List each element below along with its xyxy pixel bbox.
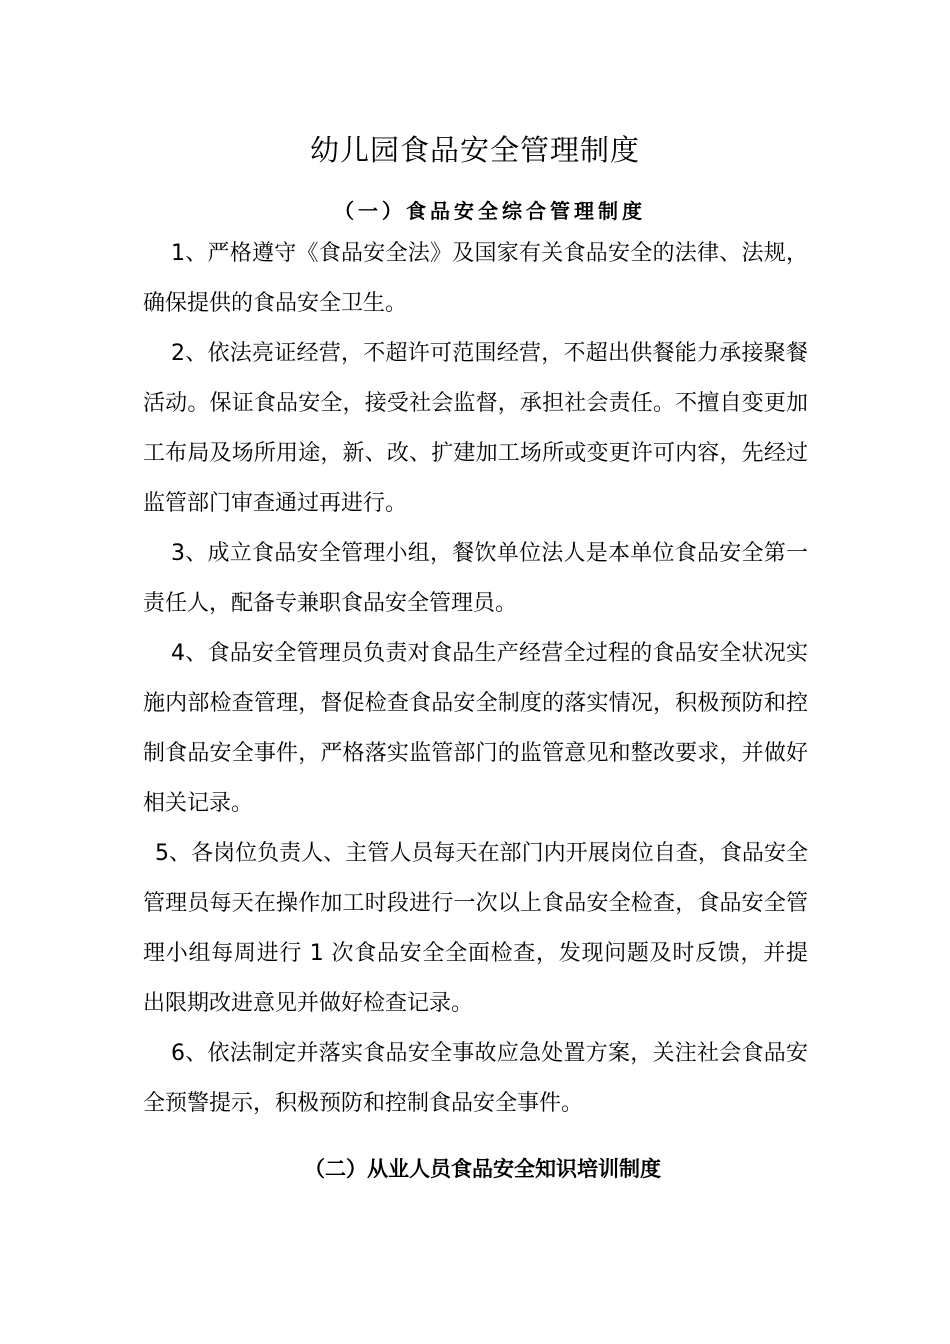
paragraph-6: 6、依法制定并落实食品安全事故应急处置方案，关注社会食品安全预警提示，积极预防和控制食品安全事件。 xyxy=(143,1041,808,1116)
paragraph-3: 3、成立食品安全管理小组，餐饮单位法人是本单位食品安全第一责任人，配备专兼职食品安全管理员。 xyxy=(143,541,808,616)
paragraph-1: 1、严格遵守《食品安全法》及国家有关食品安全的法律、法规，确保提供的食品安全卫生。 xyxy=(143,241,808,316)
paragraph-4: 4、食品安全管理员负责对食品生产经营全过程的食品安全状况实施内部检查管理，督促检查食品安全制度的落实情况，积极预防和控制食品安全事件，严格落实监管部门的监管意见和整改要求，并做好相关记录。 xyxy=(143,641,808,816)
section-heading-1: （一）食品安全综合管理制度 xyxy=(334,199,646,223)
section-1-body xyxy=(143,229,808,1129)
document-title: 幼儿园食品安全管理制度 xyxy=(309,133,640,167)
paragraph-5: 5、各岗位负责人、主管人员每天在部门内开展岗位自查，食品安全管理员每天在操作加工时段进行一次以上食品安全检查，食品安全管理小组每周进行 1 次食品安全全面检查，发现问题及时反馈，并提出限期改进意见并做好检查记录。 xyxy=(143,841,808,1016)
paragraph-2: 2、依法亮证经营，不超许可范围经营，不超出供餐能力承接聚餐活动。保证食品安全，接受社会监督，承担社会责任。不擅自变更加工布局及场所用途，新、改、扩建加工场所或变更许可内容，先经过监管部门审查通过再进行。 xyxy=(143,341,808,516)
section-heading-2: （二）从业人员食品安全知识培训制度 xyxy=(304,1157,661,1181)
